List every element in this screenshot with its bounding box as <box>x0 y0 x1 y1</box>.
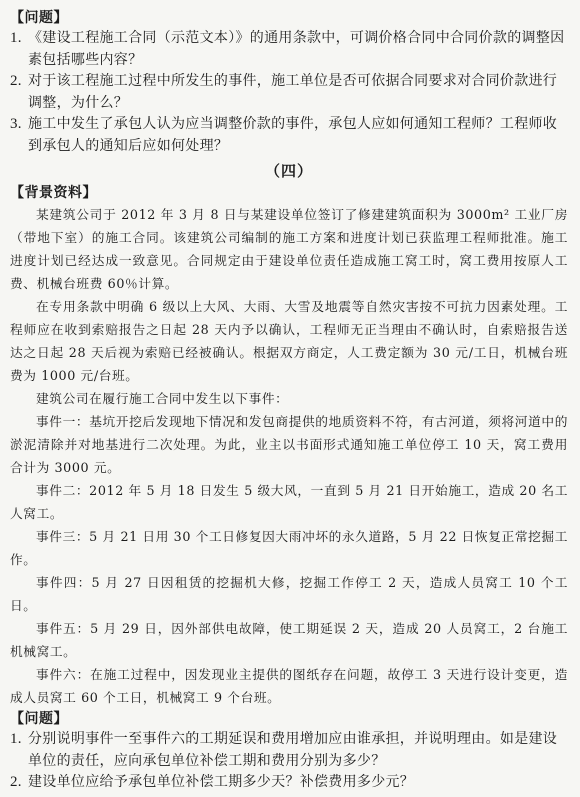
question-number: 1. <box>10 30 22 46</box>
question-number: 1. <box>10 731 22 747</box>
event-paragraph: 事件二：2012 年 5 月 18 日发生 5 级大风，一直到 5 月 21 日开始施工，造成 20 名工人窝工。 <box>10 483 568 521</box>
questions-list-2 <box>10 729 568 794</box>
event-paragraph: 事件五：5 月 29 日，因外部供电故障，使工期延误 2 天，造成 20 人员窝工，2 台施工机械窝工。 <box>10 621 568 659</box>
background-paragraph: 建筑公司在履行施工合同中发生以下事件： <box>36 391 289 406</box>
case-title: （四） <box>264 162 313 180</box>
event-paragraph: 事件六：在施工过程中，因发现业主提供的图纸存在问题，故停工 3 天进行设计变更，造成人员窝工 60 个工日，机械窝工 9 个台班。 <box>10 667 568 705</box>
question-text: 《建设工程施工合同（示范文本）》的通用条款中，可调价格合同中合同价款的调整因素包括哪些内容？ <box>28 30 565 68</box>
event-paragraph: 事件三：5 月 21 日用 30 个工日修复因大雨冲坏的永久道路，5 月 22 日恢复正常挖掘工作。 <box>10 529 568 567</box>
question-item <box>10 114 568 157</box>
question-number: 2. <box>10 774 22 790</box>
question-text: 分别说明事件一至事件六的工期延误和费用增加应由谁承担，并说明理由。如是建设单位的责任，应向承包单位补偿工期和费用分别为多少？ <box>28 731 558 769</box>
questions-list-1 <box>10 28 568 157</box>
question-text: 施工中发生了承包人认为应当调整价款的事件，承包人应如何通知工程师？工程师收到承包人的通知后应如何处理？ <box>28 116 558 154</box>
question-text: 对于该工程施工过程中所发生的事件，施工单位是否可依据合同要求对合同价款进行调整，为什么？ <box>28 73 558 111</box>
question-number: 3. <box>10 116 22 132</box>
event-paragraph: 事件四：5 月 27 日因租赁的挖掘机大修，挖掘工作停工 2 天，造成人员窝工 10 个工日。 <box>10 575 568 613</box>
background-paragraph: 在专用条款中明确 6 级以上大风、大雨、大雪及地震等自然灾害按不可抗力因素处理。工程师应在收到索赔报告之日起 28 天内予以确认，工程师无正当理由不确认时，自索赔报告送达之日起 28 天后视为索赔已经被确认。根据双方商定，人工费定额为 30 元/工日，机械台班费为 1000 元/台班。 <box>10 299 568 383</box>
question-number: 2. <box>10 73 22 89</box>
background-paragraph: 某建筑公司于 2012 年 3 月 8 日与某建设单位签订了修建建筑面积为 3000m² 工业厂房（带地下室）的施工合同。该建筑公司编制的施工方案和进度计划已获监理工程师批准。施工进度计划已经达成一致意见。合同规定由于建设单位责任造成施工窝工时，窝工费用按原人工费、机械台班费 60％计算。 <box>10 207 568 291</box>
question-item <box>10 71 568 114</box>
questions-heading: 【问题】 <box>10 711 68 727</box>
question-text: 建设单位应给予承包单位补偿工期多少天？补偿费用多少元？ <box>28 774 415 790</box>
event-paragraph: 事件一：基坑开挖后发现地下情况和发包商提供的地质资料不符，有古河道，须将河道中的淤泥清除并对地基进行二次处理。为此，业主以书面形式通知施工单位停工 10 天，窝工费用合计为 3000 元。 <box>10 414 568 475</box>
question-item <box>10 28 568 71</box>
question-item <box>10 772 568 794</box>
question-item <box>10 729 568 772</box>
background-heading: 【背景资料】 <box>10 185 97 201</box>
questions-heading: 【问题】 <box>10 10 68 26</box>
